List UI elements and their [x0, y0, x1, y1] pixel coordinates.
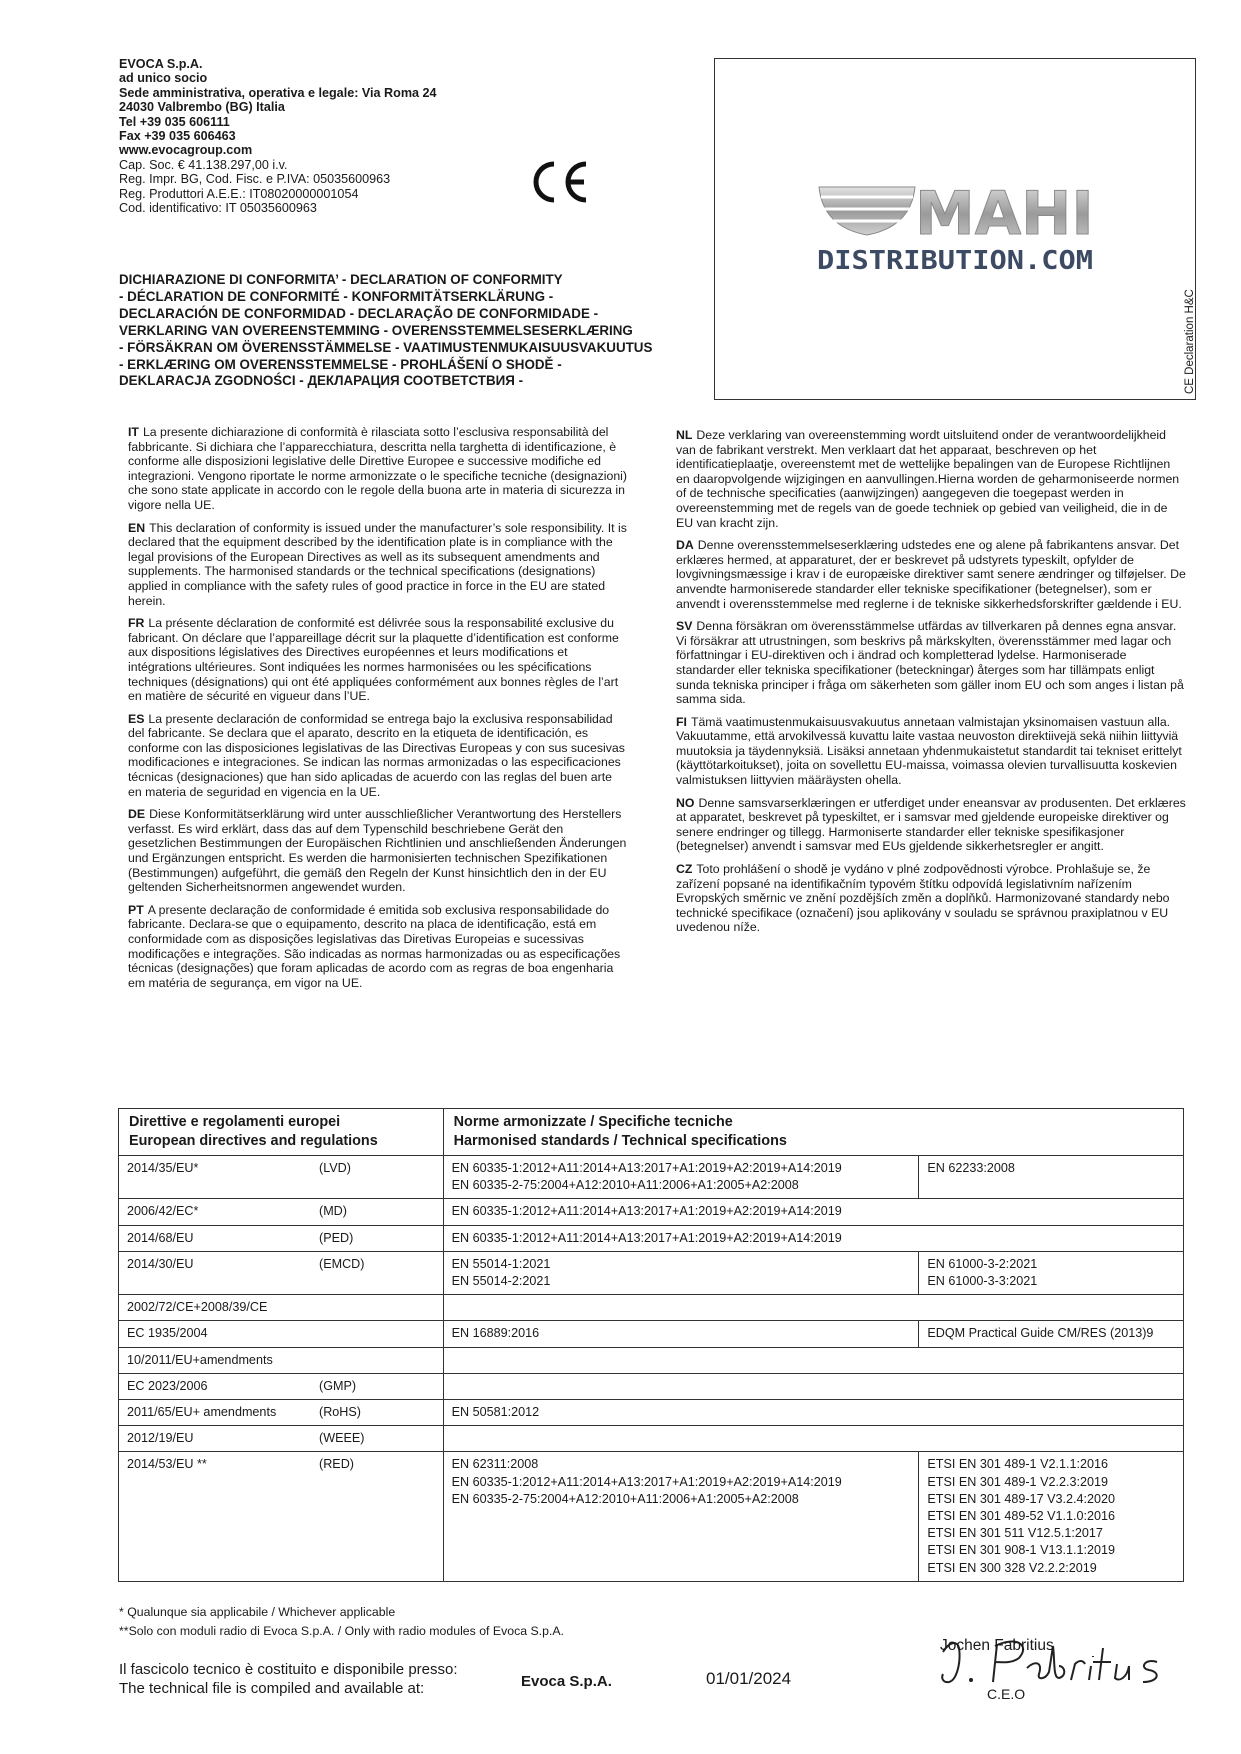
directive-cell — [119, 1400, 444, 1426]
standard-item: ETSI EN 301 489-17 V3.2.4:2020 — [927, 1491, 1115, 1506]
paragraph-text: Deze verklaring van overeenstemming wordt uitsluitend onder de verantwoordelijkheid van de fabrikant verstrekt. Men verklaart dat het apparaat, beschreven op het identificatieplaatje, overeenstemt met de wettelijke bepalingen van de Europese Richtlijnen en daaropvolgende wijzigingen en aanvullingen.Hierna worden de geharmoniseerde normen of de technische specificaties (aanwijzingen) aangegeven die toegepast werden in overeenstemming met de regels van de goede techniek op gebied van veiligheid, die in de EU van kracht zijn. — [676, 428, 1180, 530]
standard-item: ETSI EN 301 908-1 V13.1.1:2019 — [927, 1543, 1115, 1558]
company-register: Reg. Impr. BG, Cod. Fisc. e P.IVA: 05035600963 — [119, 172, 391, 187]
standards-cell — [443, 1225, 1183, 1251]
standards-cell — [443, 1347, 1183, 1373]
additional-standards-cell — [919, 1251, 1184, 1294]
directive-abbreviation: (MD) — [319, 1204, 347, 1219]
logo-top-text: MAHI — [915, 179, 1094, 249]
language-code: DE — [128, 807, 146, 822]
directive-code: 2002/72/CE+2008/39/CE — [127, 1300, 268, 1315]
declaration-paragraph-sv — [676, 619, 1186, 707]
company-identifier: Cod. identificativo: IT 05035600963 — [119, 201, 317, 216]
declaration-paragraph-de — [128, 807, 628, 895]
table-row — [119, 1321, 1184, 1347]
title-line: DECLARACIÓN DE CONFORMIDAD - DECLARAÇÃO DE CONFORMIDADE - — [119, 305, 599, 321]
additional-standards-cell — [919, 1156, 1184, 1199]
standards-cell — [443, 1156, 919, 1199]
paragraph-text: This declaration of conformity is issued under the manufacturer’s sole responsibility. It is declared that the equipment described by the identification plate is in compliance with the legal provisions of the European Directives as well as its subsequent amendments and supplements. The harmonised standards or the technical specifications (designations) applied in compliance with the safety rules of good practice in force in the EU are stated herein. — [128, 520, 627, 608]
declaration-paragraph-nl — [676, 428, 1186, 530]
directive-code: 2014/30/EU — [127, 1256, 194, 1271]
table-row — [119, 1156, 1184, 1199]
company-tel: Tel +39 035 606111 — [119, 114, 230, 129]
company-city: 24030 Valbrembo (BG) Italia — [119, 100, 285, 115]
directive-cell — [119, 1251, 444, 1294]
directive-cell — [119, 1426, 444, 1452]
declaration-paragraph-fi — [676, 715, 1186, 788]
declaration-column-left — [128, 425, 628, 998]
language-code: CZ — [676, 862, 693, 877]
company-producers: Reg. Produttori A.E.E.: IT08020000001054 — [119, 186, 359, 201]
company-name: EVOCA S.p.A. — [119, 57, 203, 71]
directive-code: 10/2011/EU+amendments — [127, 1352, 273, 1367]
table-row — [119, 1373, 1184, 1399]
language-code: FI — [676, 714, 687, 729]
directive-cell — [119, 1373, 444, 1399]
ce-mark-icon — [528, 158, 592, 211]
table-row — [119, 1295, 1184, 1321]
standards-cell — [443, 1199, 1183, 1225]
directive-abbreviation: (RoHS) — [319, 1405, 361, 1420]
table-header-directives: Direttive e regolamenti europei European directives and regulations — [119, 1109, 444, 1156]
declaration-paragraph-es — [128, 712, 628, 800]
table-row — [119, 1452, 1184, 1581]
language-code: FR — [128, 616, 145, 631]
table-header-row — [119, 1109, 1184, 1156]
standard-item: EN 16889:2016 — [451, 1326, 540, 1341]
table-row — [119, 1251, 1184, 1294]
directive-abbreviation: (EMCD) — [319, 1256, 365, 1271]
language-code: SV — [676, 619, 693, 634]
declaration-paragraph-pt — [128, 903, 628, 991]
standard-item: ETSI EN 301 489-1 V2.2.3:2019 — [927, 1474, 1108, 1489]
directive-code: 2011/65/EU+ amendments — [127, 1405, 277, 1420]
standard-item: EN 60335-1:2012+A11:2014+A13:2017+A1:2019+A2:2019+A14:2019 — [451, 1474, 842, 1489]
logo-box — [714, 58, 1196, 400]
directive-cell — [119, 1295, 444, 1321]
directive-cell — [119, 1199, 444, 1225]
paragraph-text: La presente declaración de conformidad se entrega bajo la exclusiva responsabilidad del fabricante. Se declara que el aparato, descrito en la etiqueta de identificación, es conforme con las disposiciones legislativas de las Directivas Europeas y con sus sucesivas modificaciones e integraciones. Se indican las normas armonizadas o las especificaciones técnicas (designaciones) que han sido aplicadas de acuerdo con las reglas del buen arte en materia de seguridad en vigencia en la UE. — [128, 711, 625, 799]
standard-item: EN 55014-1:2021 — [451, 1256, 551, 1271]
declaration-paragraph-cz — [676, 862, 1186, 935]
directive-code: EC 1935/2004 — [127, 1326, 208, 1341]
directive-abbreviation: (LVD) — [319, 1161, 351, 1175]
standards-cell — [443, 1452, 919, 1581]
standard-item: ETSI EN 301 489-1 V2.1.1:2016 — [927, 1457, 1108, 1472]
company-seat: Sede amministrativa, operativa e legale: Via Roma 24 — [119, 85, 437, 100]
side-reference: CE Declaration H&C — [1184, 289, 1196, 394]
company-fax: Fax +39 035 606463 — [119, 129, 236, 144]
language-code: NL — [676, 428, 693, 442]
note-applicable: * Qualunque sia applicabile / Whichever applicable — [119, 1605, 396, 1619]
directive-abbreviation: (RED) — [319, 1457, 354, 1472]
directives-table — [118, 1108, 1184, 1582]
standard-item: EN 50581:2012 — [451, 1405, 540, 1420]
title-line: - DÉCLARATION DE CONFORMITÉ - KONFORMITÄTSERKLÄRUNG - — [119, 288, 554, 304]
table-header-standards: Norme armonizzate / Specifiche tecniche Harmonised standards / Technical specifications — [443, 1109, 1183, 1156]
language-code: PT — [128, 902, 144, 917]
note-radio-modules: **Solo con moduli radio di Evoca S.p.A. / Only with radio modules of Evoca S.p.A. — [119, 1624, 564, 1638]
paragraph-text: Tämä vaatimustenmukaisuusvakuutus annetaan valmistajan yksinomaisen vastuun alla. Vakuutamme, että arvokilvessä kuvattu laite vastaa neuvoston direktiivejä sekä niihin liittyviä muutoksia ja täydennyksiä. Lisäksi annetaan yhdenmukaistetut standardit tai tekniset erittelyt (käyttötarkoitukset), joita on sovellettu EU-maissa, voimassa olevien turvallisuutta koskevien valmistuksen liittyvien määräysten ohella. — [676, 714, 1182, 788]
directive-cell — [119, 1156, 444, 1199]
standards-cell — [443, 1426, 1183, 1452]
directive-cell — [119, 1225, 444, 1251]
directive-code: 2012/19/EU — [127, 1431, 194, 1446]
company-header — [119, 57, 539, 215]
title-line: DEKLARACJA ZGODNOŚCI - ДЕКЛАРАЦИЯ СООТВЕТСТВИЯ - — [119, 373, 524, 389]
standard-item: EN 62233:2008 — [927, 1161, 1015, 1175]
declaration-paragraph-no — [676, 796, 1186, 854]
paragraph-text: Denne overensstemmelseserklæring udstedes ene og alene på fabrikantens ansvar. Det erklæres hermed, at apparaturet, der er beskrevet på udstyrets typeskilt, opfylder de lovgivningsmæssige i krav i de europæiske direktiver samt senere ændringer og tilføjelser. De anvendte harmoniserede standarder eller tekniske specifikationer (betegnelser), som er anvendt i overensstemmelse med reglerne i de tekniske sikkerhedsforskrifter gældende i EU. — [676, 538, 1186, 611]
paragraph-text: Denne samsvarserklæringen er utferdiget under eneansvar av produsenten. Det erklæres at apparatet, beskrevet på typeskiltet, er i samsvar med gjeldende europeiske direktiver og senere endringer og tillegg. Harmoniserte standarder eller tekniske spesifikasjoner (betegnelser) anvendt i samsvar med EUs gjeldende sikkerhetsregler er angitt. — [676, 795, 1186, 854]
standards-cell — [443, 1251, 919, 1294]
standard-item: ETSI EN 301 489-52 V1.1.0:2016 — [927, 1509, 1115, 1524]
paragraph-text: A presente declaração de conformidade é emitida sob exclusiva responsabilidade do fabricante. Declara-se que o equipamento, descrito na placa de identificação, está em conformidade com as disposições legislativas das Diretivas Europeias e sucessivas modificações e integrações. São indicadas as normas harmonizadas ou as especificações técnicas (designações) que foram aplicadas de acordo com as regras de boa engenharia em matéria de segurança, em vigor na UE. — [128, 902, 621, 990]
title-line: VERKLARING VAN OVEREENSTEMMING - OVERENSSTEMMELSESERKLÆRING — [119, 322, 633, 338]
handwritten-signature-icon — [935, 1622, 1185, 1707]
table-row — [119, 1347, 1184, 1373]
signer-name: Jochen Fabritius — [940, 1637, 1054, 1654]
company-web: www.evocagroup.com — [119, 143, 253, 158]
document-title — [119, 272, 719, 390]
declaration-paragraph-en — [128, 521, 628, 609]
language-code: DA — [676, 538, 694, 553]
table-body — [119, 1156, 1184, 1582]
table-row — [119, 1400, 1184, 1426]
declaration-paragraph-da — [676, 538, 1186, 611]
signer-role: C.E.O — [987, 1686, 1026, 1702]
standard-item: EN 60335-2-75:2004+A12:2010+A11:2006+A1:2005+A2:2008 — [451, 1491, 799, 1506]
language-code: EN — [128, 520, 146, 535]
directive-cell — [119, 1452, 444, 1581]
additional-standards-cell — [919, 1321, 1184, 1347]
footer-company: Evoca S.p.A. — [521, 1673, 612, 1690]
directive-abbreviation: (GMP) — [319, 1378, 357, 1393]
language-code: ES — [128, 711, 145, 726]
table-row — [119, 1426, 1184, 1452]
declaration-paragraph-it — [128, 425, 628, 513]
directive-code: 2014/68/EU — [127, 1230, 194, 1245]
paragraph-text: La presente dichiarazione di conformità è rilasciata sotto l’esclusiva responsabilità del fabbricante. Si dichiara che l’apparecchiatura, descritta nella targhetta di identificazione, è conforme alle disposizioni legislative delle Direttive Europee e successive modifiche ed integrazioni. Vengono riportate le norme armonizzate o le specifiche tecniche (designazioni) che sono state applicate in accordo con le regole della buona arte in materia di sicurezza in vigore nella UE. — [128, 425, 627, 512]
paragraph-text: La présente déclaration de conformité est délivrée sous la responsabilité exclusive du fabricant. On déclare que l’appareillage décrit sur la plaquette d’identification est conforme aux dispositions législatives des Directives européennes et leurs modifications et intégrations ultérieures. Sont indiquées les normes harmonisées ou les spécifications techniques (désignations) qui ont été appliquées conformément aux bonnes règles de l’art en matière de sécurité en vigueur dans l’UE. — [128, 616, 619, 704]
title-line: DICHIARAZIONE DI CONFORMITA’ - DECLARATION OF CONFORMITY — [119, 272, 563, 287]
directive-code: 2014/35/EU* — [127, 1161, 199, 1175]
standard-item: EN 60335-1:2012+A11:2014+A13:2017+A1:2019+A2:2019+A14:2019 — [451, 1204, 842, 1219]
paragraph-text: Toto prohlášení o shodě je vydáno v plné zodpovědnosti výrobce. Prohlašuje se, že zařízení popsané na identifikačním typovém štítku odpovídá legislativním nařízením Evropských směrnic ve znění pozdějších změn a doplňků. Harmonizované standardy nebo technické specifikace (označení) jsou aplikovány v souladu se správnou praxiplatnou v EU uvedenou níže. — [676, 862, 1170, 935]
standards-cell — [443, 1373, 1183, 1399]
company-subtitle: ad unico socio — [119, 71, 208, 86]
paragraph-text: Denna försäkran om överensstämmelse utfärdas av tillverkaren på dennes egna ansvar. Vi försäkrar att utrustningen, som beskrivs på märkskylten, överensstämmer med lagar och författningar i EU-direktiven och i ändrad och kompletterad lydelse. Harmoniserade standarder eller tekniska specifikationer (beteckningar) återges som har tillämpats enligt sunda tekniska principer i fråga om säkerheten som gäller inom EU och som anges i listan på samma sida. — [676, 619, 1184, 707]
declaration-date: 01/01/2024 — [706, 1669, 792, 1688]
standard-item: EN 61000-3-3:2021 — [927, 1274, 1038, 1289]
directive-code: 2014/53/EU ** — [127, 1457, 207, 1472]
standard-item: EDQM Practical Guide CM/RES (2013)9 — [927, 1326, 1154, 1341]
declaration-paragraph-fr — [128, 616, 628, 704]
standards-cell — [443, 1400, 1183, 1426]
additional-standards-cell — [919, 1452, 1184, 1581]
language-code: NO — [676, 795, 695, 810]
standard-item: EN 61000-3-2:2021 — [927, 1256, 1038, 1271]
technical-file-line-en: The technical file is compiled and available at: — [119, 1680, 425, 1697]
standard-item: EN 60335-2-75:2004+A12:2010+A11:2006+A1:2005+A2:2008 — [451, 1178, 799, 1193]
technical-file-statement — [119, 1660, 458, 1698]
directive-cell — [119, 1347, 444, 1373]
standard-item: EN 55014-2:2021 — [451, 1274, 551, 1289]
standard-item: EN 60335-1:2012+A11:2014+A13:2017+A1:2019+A2:2019+A14:2019 — [451, 1230, 842, 1245]
title-line: - FÖRSÄKRAN OM ÖVERENSSTÄMMELSE - VAATIMUSTENMUKAISUUSVAKUUTUS — [119, 339, 653, 355]
standard-item: EN 62311:2008 — [451, 1457, 539, 1472]
declaration-column-right — [676, 428, 1186, 943]
standard-item: ETSI EN 300 328 V2.2.2:2019 — [927, 1560, 1097, 1575]
company-capital: Cap. Soc. € 41.138.297,00 i.v. — [119, 157, 288, 172]
logo-bottom-text: DISTRIBUTION.COM — [817, 246, 1093, 276]
standard-item: ETSI EN 301 511 V12.5.1:2017 — [927, 1526, 1103, 1541]
standards-cell — [443, 1295, 1183, 1321]
standards-cell — [443, 1321, 919, 1347]
directive-abbreviation: (WEEE) — [319, 1431, 365, 1446]
directive-code: 2006/42/EC* — [127, 1204, 199, 1219]
technical-file-line-it: Il fascicolo tecnico è costituito e disponibile presso: — [119, 1661, 458, 1678]
language-code: IT — [128, 425, 139, 439]
directive-cell — [119, 1321, 444, 1347]
paragraph-text: Diese Konformitätserklärung wird unter ausschließlicher Verantwortung des Herstellers verfasst. Es wird erklärt, dass das auf dem Typenschild beschriebene Gerät den gesetzlichen Bestimmungen der Europäischen Richtlinien und anschließenden Änderungen und Ergänzungen entspricht. Es werden die harmonisierten technischen Spezifikationen (Bestimmungen) aufgeführt, die gemäß den Regeln der Kunst hinsichtlich den in der EU geltenden Sicherheitsnormen angewendet wurden. — [128, 807, 627, 895]
table-row — [119, 1199, 1184, 1225]
directive-code: EC 2023/2006 — [127, 1378, 208, 1393]
standard-item: EN 60335-1:2012+A11:2014+A13:2017+A1:2019+A2:2019+A14:2019 — [451, 1161, 842, 1175]
title-line: - ERKLÆRING OM OVERENSSTEMMELSE - PROHLÁŠENÍ O SHODĚ - — [119, 356, 562, 372]
table-row — [119, 1225, 1184, 1251]
distributor-logo-icon — [715, 59, 1195, 399]
directive-abbreviation: (PED) — [319, 1230, 354, 1245]
